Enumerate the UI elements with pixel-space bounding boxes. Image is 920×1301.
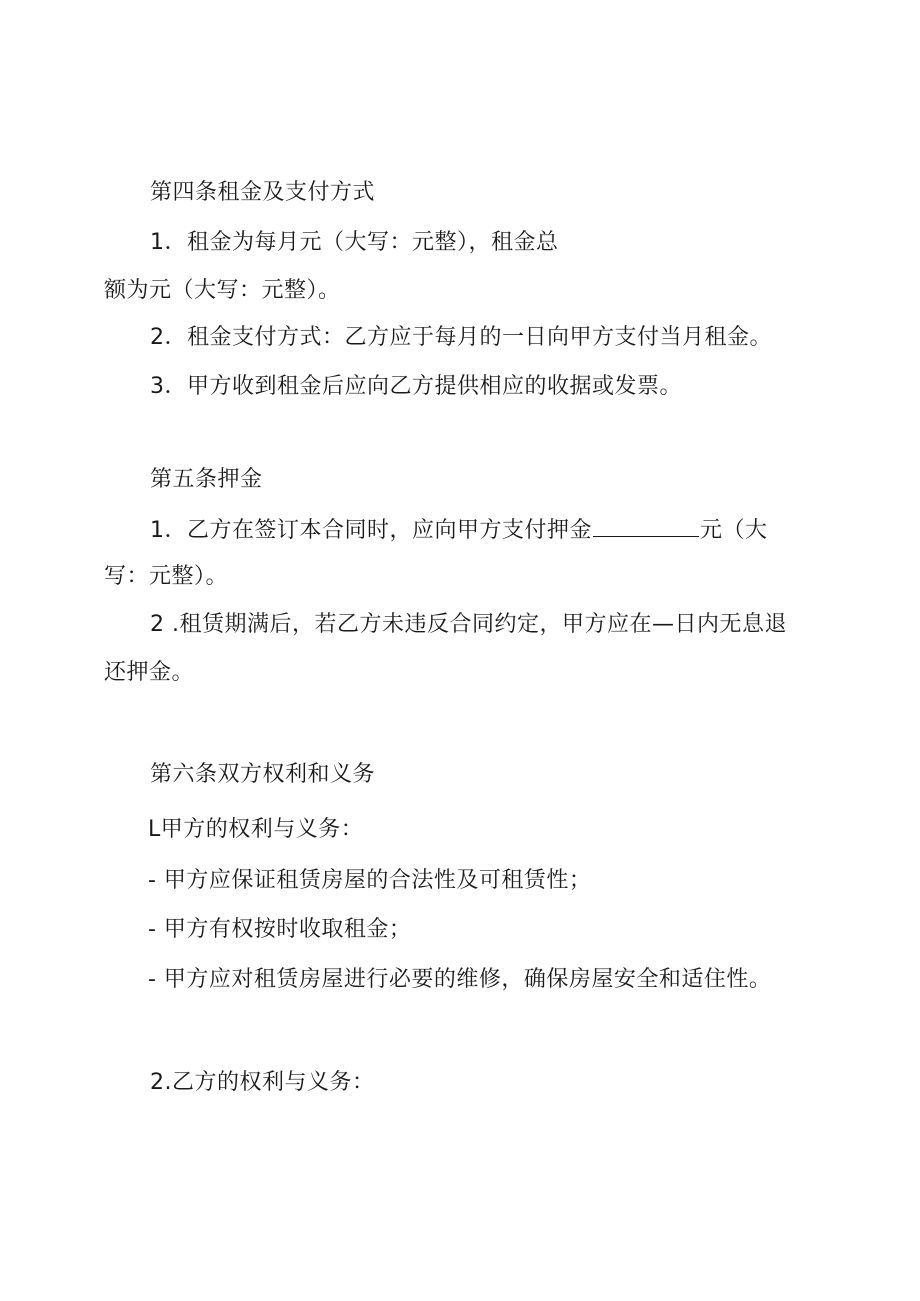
section-5-item-1-text-a: 1．乙方在签订本合同时，应向甲方支付押金 [150,518,592,543]
section-5-item-1-text-b: 元（大 [700,518,768,543]
deposit-amount-blank [593,514,699,537]
section-5-item-1-line-2: 写：元整）。 [104,564,229,589]
section-4-item-3: 3．甲方收到租金后应向乙方提供相应的收据或发票。 [150,374,682,399]
party-a-item: - 甲方应保证租赁房屋的合法性及可租赁性； [148,868,592,893]
party-a-item: - 甲方有权按时收取租金； [148,917,412,942]
section-4-title: 第四条租金及支付方式 [150,180,376,205]
section-6-title: 第六条双方权利和义务 [150,762,376,787]
party-b-heading: 2.乙方的权利与义务： [150,1070,375,1095]
section-4-item-1-line-1: 1．租金为每月元（大写：元整），租金总 [150,230,559,255]
party-a-heading: L甲方的权利与义务： [148,817,364,842]
section-5-item-1-line-1 [150,514,768,546]
section-4-item-2: 2．租金支付方式：乙方应于每月的一日向甲方支付当月租金。 [150,325,772,350]
section-5-title: 第五条押金 [150,467,263,492]
section-5-item-2-line-2: 还押金。 [104,660,195,685]
party-a-item: - 甲方应对租赁房屋进行必要的维修，确保房屋安全和适住性。 [148,967,772,992]
section-4-item-1-line-2: 额为元（大写：元整）。 [104,278,341,303]
section-5-item-2-line-1: 2 .租赁期满后，若乙方未违反合同约定，甲方应在—日内无息退 [150,612,787,637]
